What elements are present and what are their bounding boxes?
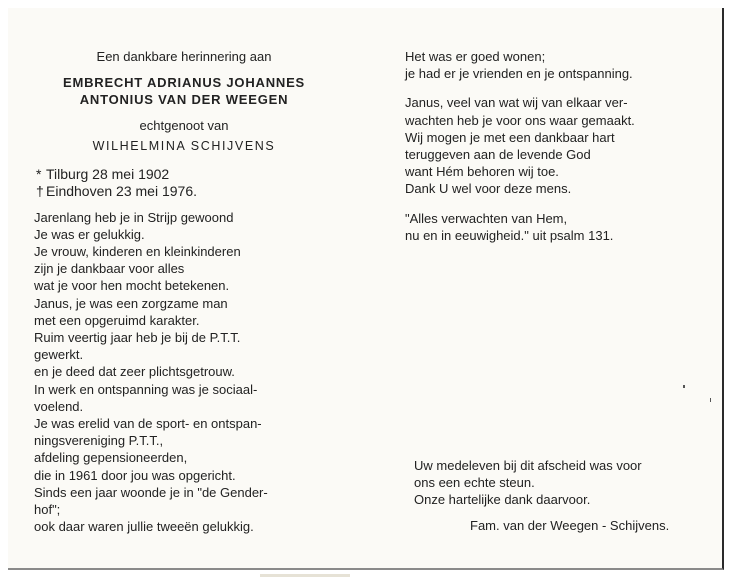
spouse-name: WILHELMINA SCHIJVENS	[92, 139, 276, 154]
poem-line: Je was er gelukkig.	[34, 226, 145, 242]
poem-line: wat je voor hen mocht betekenen.	[34, 278, 230, 294]
poem-line: voelend.	[34, 398, 84, 414]
spouse-label: echtgenoot van	[139, 118, 229, 134]
poem-line: gewerkt.	[34, 347, 84, 363]
poem-line: met een opgeruimd karakter.	[34, 312, 200, 328]
text-line: Dank U wel voor deze mens.	[405, 181, 572, 197]
thanks-line: Onze hartelijke dank daarvoor.	[414, 492, 591, 508]
birth-text: Tilburg 28 mei 1902	[46, 165, 170, 182]
death-text: Eindhoven 23 mei 1976.	[46, 182, 197, 199]
left-column	[34, 48, 334, 535]
psalm-quote	[405, 210, 705, 244]
birth-line	[36, 166, 334, 183]
poem-line: In werk en ontspanning was je sociaal-	[34, 381, 258, 397]
thanks-line: Uw medeleven bij dit afscheid was voor	[414, 458, 642, 473]
text-line: want Hém behoren wij toe.	[405, 164, 559, 180]
paragraph-home	[405, 48, 705, 82]
deceased-name-line-2: ANTONIUS VAN DER WEEGEN	[79, 92, 289, 108]
thanks-block	[414, 457, 714, 534]
text-line: je had er je vrienden en je ontspanning.	[405, 66, 633, 82]
quote-line: nu en in eeuwigheid." uit psalm 131.	[405, 227, 614, 243]
thanks-line: ons een echte steun.	[414, 475, 535, 491]
birth-mark: *	[36, 165, 42, 182]
right-column	[405, 48, 705, 256]
text-line: Het was er goed wonen;	[405, 49, 546, 64]
poem-line: Janus, je was een zorgzame man	[34, 295, 228, 311]
dates-block	[34, 166, 334, 200]
poem-line: afdeling gepensioneerden,	[34, 450, 188, 466]
poem	[34, 209, 334, 536]
poem-line: zijn je dankbaar voor alles	[34, 261, 185, 277]
text-line: wachten heb je voor ons waar gemaakt.	[405, 112, 635, 128]
paper-speck	[683, 385, 685, 388]
poem-line: en je deed dat zeer plichtsgetrouw.	[34, 364, 235, 380]
death-line	[36, 183, 334, 200]
poem-line: Jarenlang heb je in Strijp gewoond	[34, 209, 234, 225]
death-mark: †	[36, 182, 44, 199]
poem-line: Je vrouw, kinderen en kleinkinderen	[34, 244, 241, 260]
paper-speck	[710, 398, 711, 402]
poem-line: Sinds een jaar woonde je in "de Gender-	[34, 484, 268, 500]
paragraph-tribute	[405, 94, 705, 197]
text-line: Wij mogen je met een dankbaar hart	[405, 129, 615, 145]
poem-line: ook daar waren jullie tweeën gelukkig.	[34, 519, 254, 535]
paper-edge-shadow	[260, 574, 350, 577]
family-signature: Fam. van der Weegen - Schijvens.	[470, 517, 670, 533]
text-line: Janus, veel van wat wij van elkaar ver-	[405, 95, 628, 111]
poem-line: Je was erelid van de sport- en ontspan-	[34, 416, 262, 432]
poem-line: hof";	[34, 502, 61, 518]
poem-line: Ruim veertig jaar heb je bij de P.T.T.	[34, 330, 241, 346]
deceased-name-line-1: EMBRECHT ADRIANUS JOHANNES	[62, 75, 306, 91]
text-line: teruggeven aan de levende God	[405, 147, 591, 163]
intro-text: Een dankbare herinnering aan	[96, 49, 272, 64]
poem-line: ningsvereniging P.T.T.,	[34, 433, 164, 449]
quote-line: "Alles verwachten van Hem,	[405, 210, 568, 226]
poem-line: die in 1961 door jou was opgericht.	[34, 467, 236, 483]
